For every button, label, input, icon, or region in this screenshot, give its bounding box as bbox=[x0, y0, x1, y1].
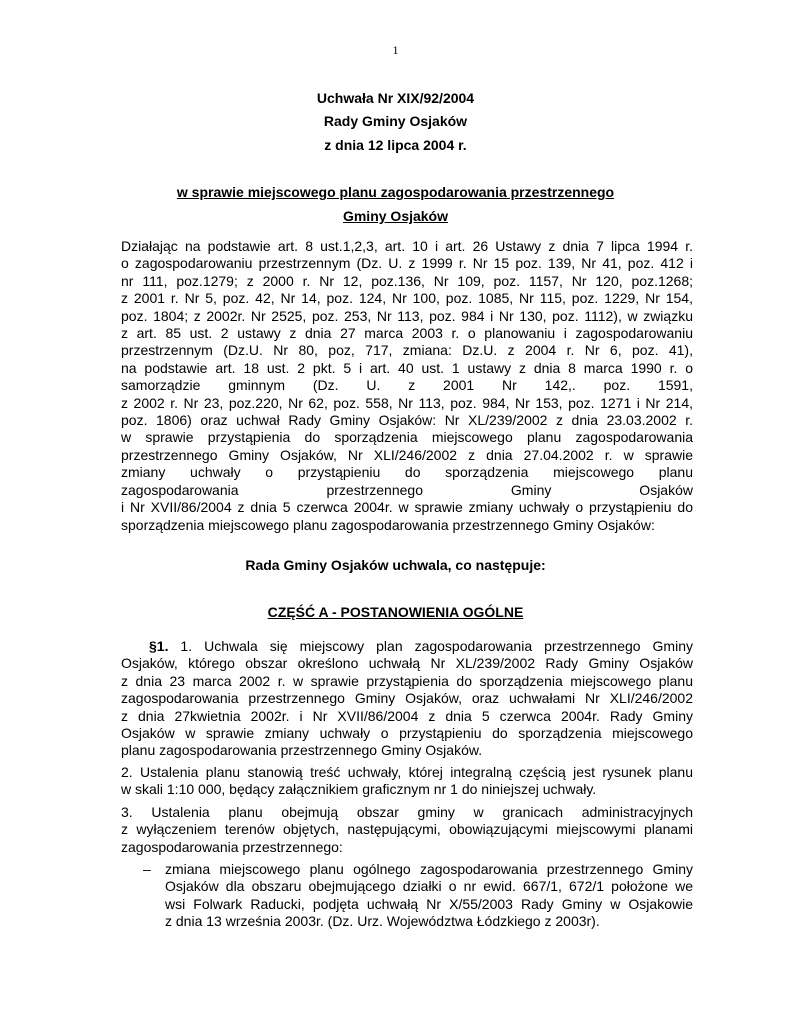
point-2-paragraph bbox=[121, 764, 693, 799]
preamble-line: z art. 85 ust. 2 ustawy z dnia 27 marca 2003 r. o planowaniu i zagospodarowaniu bbox=[121, 325, 693, 342]
point-3-line: z wyłączeniem terenów objętych, następującymi, obowiązującymi miejscowymi planami bbox=[121, 821, 693, 838]
preamble-line: poz. 1806) oraz uchwał Rady Gminy Osjaków: Nr XL/239/2002 z dnia 23.03.2002 r. bbox=[121, 412, 693, 429]
section-marker: §1. bbox=[149, 638, 169, 654]
point-3-line: zagospodarowania przestrzennego: bbox=[121, 838, 343, 855]
preamble-line: z 2001 r. Nr 5, poz. 42, Nr 14, poz. 124, Nr 100, poz. 1085, Nr 115, poz. 1229, Nr 154, bbox=[121, 290, 693, 307]
preamble-line: przestrzennym (Dz.U. Nr 80, poz, 717, zmiana: Dz.U. z 2004 r. Nr 6, poz. 41), bbox=[121, 342, 693, 359]
section-1-first-line bbox=[121, 638, 693, 655]
preamble-line: samorządzie gminnym (Dz. U. z 2001 Nr 142,. poz. 1591, bbox=[121, 377, 693, 394]
resolves-heading: Rada Gminy Osjaków uchwala, co następuje: bbox=[245, 557, 546, 573]
preamble-line: nr 111, poz.1279; z 2000 r. Nr 12, poz.136, Nr 109, poz. 1157, Nr 120, poz.1268; bbox=[121, 272, 693, 289]
resolution-date: z dnia 12 lipca 2004 r. bbox=[324, 137, 467, 153]
point-2-line: w skali 1:10 000, będący załącznikiem graficznym nr 1 do niniejszej uchwały. bbox=[121, 781, 597, 798]
section-1-line: Osjaków w sprawie zmiany uchwały o przystąpieniu do sporządzenia miejscowego bbox=[121, 725, 693, 742]
preamble-line: zmiany uchwały o przystąpieniu do sporządzenia miejscowego planu bbox=[121, 464, 693, 481]
section-1-line: Osjaków, którego obszar określono uchwałą Nr XL/239/2002 Rady Gminy Osjaków bbox=[121, 655, 693, 672]
section-1-line: planu zagospodarowania przestrzennego Gminy Osjaków. bbox=[121, 742, 483, 759]
preamble-paragraph bbox=[121, 238, 693, 534]
preamble-line: w sprawie przystąpienia do sporządzenia miejscowego planu zagospodarowania bbox=[121, 429, 693, 446]
part-a-heading: CZĘŚĆ A - POSTANOWIENIA OGÓLNE bbox=[267, 604, 524, 620]
point-3-line: 3. Ustalenia planu obejmują obszar gminy w granicach administracyjnych bbox=[121, 804, 693, 820]
subject-line-2: Gminy Osjaków bbox=[342, 208, 449, 224]
bullet-line: zmiana miejscowego planu ogólnego zagospodarowania przestrzennego Gminy bbox=[165, 861, 693, 877]
bullet-line: z dnia 13 września 2003r. (Dz. Urz. Województwa Łódzkiego z 2003r). bbox=[165, 913, 600, 930]
point-2-line: 2. Ustalenia planu stanowią treść uchwały, której integralną częścią jest rysunek planu bbox=[121, 764, 693, 780]
preamble-line: o zagospodarowaniu przestrzennym (Dz. U. z 1999 r. Nr 15 poz. 139, Nr 41, poz. 412 i bbox=[121, 255, 693, 272]
point-3-paragraph bbox=[121, 804, 693, 856]
council-name: Rady Gminy Osjaków bbox=[323, 113, 468, 129]
bullet-item bbox=[165, 861, 693, 931]
section-1-line: zagospodarowania przestrzennego Gminy Osjaków, oraz uchwałami Nr XLI/246/2002 bbox=[121, 690, 693, 707]
bullet-line: Osjaków dla obszaru obejmującego działki o nr ewid. 667/1, 672/1 położone we bbox=[165, 878, 693, 895]
section-1-line: z dnia 23 marca 2002 r. w sprawie przystąpienia do sporządzenia miejscowego planu bbox=[121, 672, 693, 689]
preamble-line: Działając na podstawie art. 8 ust.1,2,3, art. 10 i art. 26 Ustawy z dnia 7 lipca 1994 r. bbox=[121, 238, 693, 254]
preamble-line: z 2002 r. Nr 23, poz.220, Nr 62, poz. 558, Nr 113, poz. 984, Nr 153, poz. 1271 i Nr 214, bbox=[121, 394, 693, 411]
section-1-paragraph bbox=[121, 638, 693, 760]
preamble-line: i Nr XVII/86/2004 z dnia 5 czerwca 2004r. w sprawie zmiany uchwały o przystąpieniu do bbox=[121, 499, 693, 516]
preamble-line: zagospodarowania przestrzennego Gminy Osjaków bbox=[121, 481, 693, 498]
bullet-line: wsi Folwark Raducki, podjęta uchwałą Nr X/55/2003 Rady Gminy w Osjakowie bbox=[165, 895, 693, 912]
page-number: 1 bbox=[392, 43, 399, 57]
preamble-line: poz. 1804; z 2002r. Nr 2525, poz. 253, Nr 113, poz. 984 i Nr 130, poz. 1112), w związku bbox=[121, 307, 693, 324]
preamble-line: przestrzennego Gminy Osjaków, Nr XLI/246/2002 z dnia 27.04.2002 r. w sprawie bbox=[121, 446, 693, 463]
section-1-line: 1. Uchwala się miejscowy plan zagospodarowania przestrzennego Gminy bbox=[168, 638, 693, 654]
bullet-dash: – bbox=[143, 861, 151, 877]
section-1-line: z dnia 27kwietnia 2002r. i Nr XVII/86/2004 z dnia 5 czerwca 2004r. Rady Gminy bbox=[121, 707, 693, 724]
resolution-number: Uchwała Nr XIX/92/2004 bbox=[316, 90, 475, 106]
preamble-line: na podstawie art. 18 ust. 2 pkt. 5 i art. 40 ust. 1 ustawy z dnia 8 marca 1990 r. o bbox=[121, 359, 693, 376]
preamble-line: sporządzenia miejscowego planu zagospodarowania przestrzennego Gminy Osjaków: bbox=[121, 516, 655, 533]
subject-line-1: w sprawie miejscowego planu zagospodarowania przestrzennego bbox=[176, 184, 615, 200]
